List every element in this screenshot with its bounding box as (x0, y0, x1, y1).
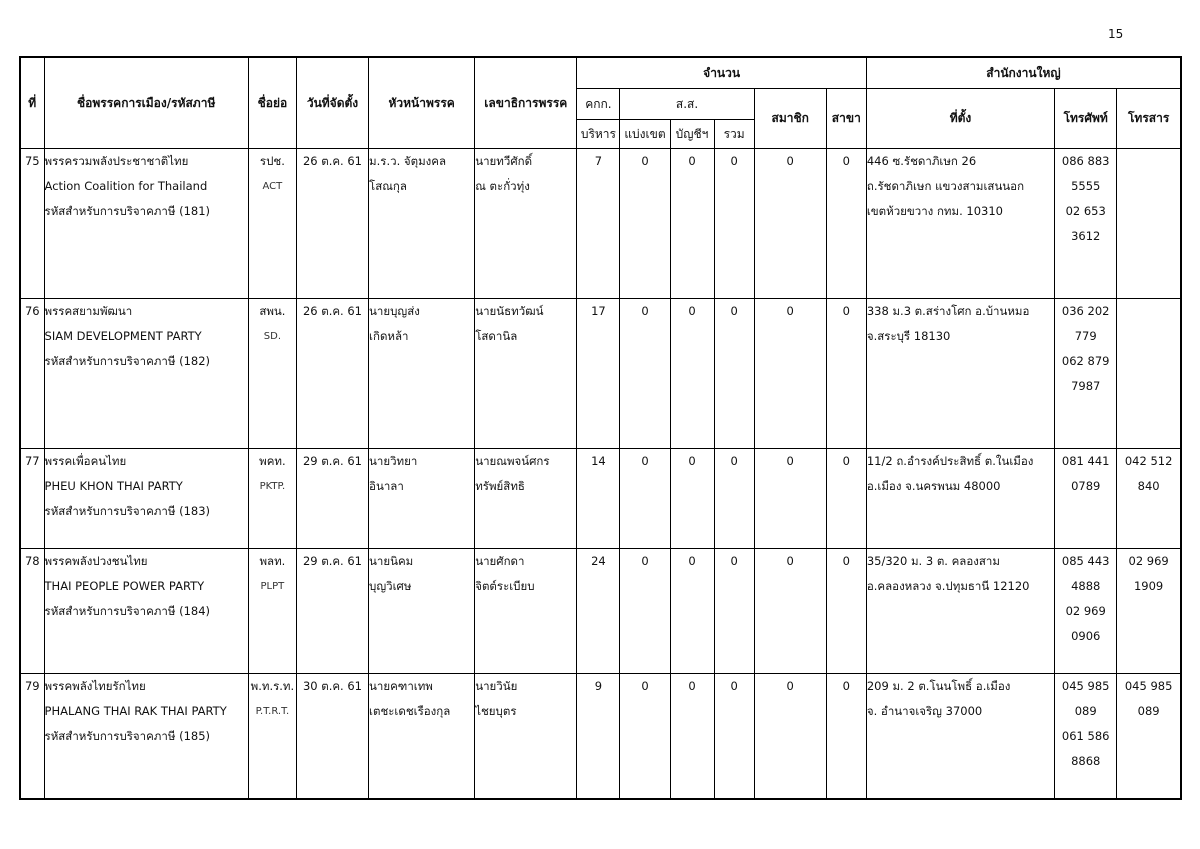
mp-total-count: 0 (730, 304, 738, 318)
leader-name-line: เตชะเดชเรืองกุล (369, 704, 451, 718)
fax-cell (1117, 674, 1181, 799)
header-fax: โทรสาร (1117, 89, 1181, 149)
party-name-en: PHEU KHON THAI PARTY (44, 479, 183, 493)
party-name-th: พรรคสยามพัฒนา (44, 304, 133, 318)
exec-cell (577, 674, 620, 799)
secretary-cell (475, 149, 577, 299)
row-number: 79 (24, 679, 40, 693)
phone-cell (1055, 549, 1117, 674)
leader-name-line: นายนิคม (369, 554, 414, 568)
phone-line: 5555 (1071, 179, 1101, 193)
address-cell (866, 449, 1054, 549)
fax-line: 02 969 (1128, 554, 1169, 568)
mp-total-count: 0 (730, 454, 738, 468)
header-founded: วันที่จัดตั้ง (296, 57, 368, 149)
page-number: 15 (1108, 27, 1124, 41)
row-number: 77 (24, 454, 40, 468)
row-number: 78 (24, 554, 40, 568)
abbr-en: SD. (263, 331, 282, 342)
exec-count: 9 (594, 679, 603, 693)
phone-line: 3612 (1071, 229, 1101, 243)
secretary-name-line: ทรัพย์สิทธิ (475, 479, 525, 493)
party-tax-code: รหัสสำหรับการบริจาคภาษี (185) (44, 729, 211, 743)
address-line: เขตห้วยขวาง กทม. 10310 (866, 204, 1003, 218)
mp-district-count: 0 (641, 304, 649, 318)
leader-name-line: ม.ร.ว. จัตุมงคล (369, 154, 447, 168)
mp-total-cell (714, 674, 754, 799)
leader-name-line: นายบุญส่ง (369, 304, 420, 318)
founded-cell (296, 674, 368, 799)
secretary-name-line: โสดานิล (475, 329, 518, 343)
phone-line: 7987 (1071, 379, 1101, 393)
leader-cell (369, 299, 475, 449)
founded-cell (296, 149, 368, 299)
abbr-cell (248, 549, 296, 674)
phone-line: 086 883 (1061, 154, 1110, 168)
header-phone: โทรศัพท์ (1055, 89, 1117, 149)
branches-count: 0 (842, 154, 850, 168)
branches-cell (826, 449, 866, 549)
header-address: ที่ตั้ง (866, 89, 1054, 149)
header-abbr: ชื่อย่อ (248, 57, 296, 149)
abbr-th: พลท. (259, 554, 286, 568)
party-name-cell (44, 449, 248, 549)
secretary-cell (475, 299, 577, 449)
leader-name-line: นายคฑาเทพ (369, 679, 433, 693)
header-secretary: เลขาธิการพรรค (475, 57, 577, 149)
founded-date: 29 ต.ค. 61 (302, 454, 363, 468)
branches-count: 0 (842, 454, 850, 468)
founded-date: 29 ต.ค. 61 (302, 554, 363, 568)
address-line: 338 ม.3 ต.สร่างโศก อ.บ้านหมอ (866, 304, 1030, 318)
mp-total-cell (714, 299, 754, 449)
members-count: 0 (786, 554, 794, 568)
party-name-cell (44, 149, 248, 299)
row-number-cell (20, 449, 44, 549)
row-number-cell (20, 299, 44, 449)
members-cell (754, 449, 826, 549)
address-cell (866, 299, 1054, 449)
address-line: อ.เมือง จ.นครพนม 48000 (866, 479, 1001, 493)
fax-cell (1117, 299, 1181, 449)
party-name-th: พรรคพลังไทยรักไทย (44, 679, 146, 693)
table-row (20, 549, 1181, 674)
phone-line: 089 (1074, 704, 1097, 718)
branches-cell (826, 549, 866, 674)
abbr-cell (248, 299, 296, 449)
mp-list-count: 0 (688, 304, 696, 318)
founded-cell (296, 549, 368, 674)
members-cell (754, 674, 826, 799)
address-line: จ. อำนาจเจริญ 37000 (866, 704, 983, 718)
party-name-en: THAI PEOPLE POWER PARTY (44, 579, 205, 593)
branches-count: 0 (842, 679, 850, 693)
mp-list-cell (670, 149, 714, 299)
abbr-cell (248, 449, 296, 549)
abbr-th: รปช. (259, 154, 285, 168)
header-no: ที่ (20, 57, 44, 149)
row-number-cell (20, 149, 44, 299)
exec-cell (577, 449, 620, 549)
fax-line: 045 985 (1124, 679, 1173, 693)
mp-total-count: 0 (730, 554, 738, 568)
members-count: 0 (786, 454, 794, 468)
exec-count: 24 (591, 554, 606, 568)
mp-district-count: 0 (641, 154, 649, 168)
header-count-group: จำนวน (577, 57, 866, 89)
header-mp-list: บัญชีฯ (670, 120, 714, 149)
leader-cell (369, 549, 475, 674)
leader-cell (369, 149, 475, 299)
mp-list-count: 0 (688, 554, 696, 568)
secretary-name-line: นายศักดา (475, 554, 525, 568)
header-mp-total: รวม (714, 120, 754, 149)
exec-count: 7 (594, 154, 603, 168)
party-tax-code: รหัสสำหรับการบริจาคภาษี (182) (44, 354, 211, 368)
members-count: 0 (786, 304, 794, 318)
phone-line: 061 586 (1061, 729, 1110, 743)
abbr-th: สพน. (259, 304, 286, 318)
row-number-cell (20, 674, 44, 799)
address-cell (866, 549, 1054, 674)
fax-line: 1909 (1133, 579, 1164, 593)
mp-total-cell (714, 549, 754, 674)
header-leader: หัวหน้าพรรค (369, 57, 475, 149)
party-name-en: Action Coalition for Thailand (44, 179, 208, 193)
address-cell (866, 674, 1054, 799)
branches-cell (826, 674, 866, 799)
header-exec-bottom: บริหาร (577, 120, 620, 149)
abbr-en: P.T.R.T. (255, 706, 290, 717)
party-name-en: PHALANG THAI RAK THAI PARTY (44, 704, 227, 718)
address-cell (866, 149, 1054, 299)
leader-name-line: บุญวิเศษ (369, 579, 412, 593)
fax-cell (1117, 449, 1181, 549)
table-row (20, 449, 1181, 549)
table-row (20, 674, 1181, 799)
table-row (20, 299, 1181, 449)
header-branches: สาขา (826, 89, 866, 149)
mp-list-cell (670, 299, 714, 449)
founded-cell (296, 299, 368, 449)
branches-cell (826, 299, 866, 449)
row-number-cell (20, 549, 44, 674)
party-tax-code: รหัสสำหรับการบริจาคภาษี (183) (44, 504, 211, 518)
mp-list-count: 0 (688, 454, 696, 468)
members-cell (754, 149, 826, 299)
exec-count: 17 (591, 304, 606, 318)
mp-district-count: 0 (641, 454, 649, 468)
mp-list-count: 0 (688, 679, 696, 693)
mp-district-cell (620, 674, 670, 799)
party-name-en: SIAM DEVELOPMENT PARTY (44, 329, 202, 343)
mp-district-cell (620, 299, 670, 449)
party-name-cell (44, 549, 248, 674)
party-name-cell (44, 674, 248, 799)
phone-line: 8868 (1071, 754, 1101, 768)
founded-cell (296, 449, 368, 549)
address-line: อ.คลองหลวง จ.ปทุมธานี 12120 (866, 579, 1030, 593)
phone-line: 0906 (1071, 629, 1101, 643)
mp-total-count: 0 (730, 679, 738, 693)
abbr-en: PKTP. (259, 481, 286, 492)
table-row (20, 149, 1181, 299)
phone-line: 062 879 (1061, 354, 1110, 368)
mp-total-count: 0 (730, 154, 738, 168)
phone-line: 02 653 (1065, 204, 1106, 218)
party-tax-code: รหัสสำหรับการบริจาคภาษี (181) (44, 204, 211, 218)
abbr-en: ACT (262, 181, 283, 192)
mp-list-cell (670, 674, 714, 799)
fax-cell (1117, 149, 1181, 299)
branches-count: 0 (842, 304, 850, 318)
address-line: จ.สระบุรี 18130 (866, 329, 951, 343)
mp-total-cell (714, 449, 754, 549)
leader-name-line: อินาลา (369, 479, 404, 493)
phone-line: 0789 (1071, 479, 1101, 493)
members-cell (754, 549, 826, 674)
phone-line: 4888 (1071, 579, 1101, 593)
secretary-cell (475, 449, 577, 549)
leader-name-line: โสณกุล (369, 179, 407, 193)
party-table (19, 56, 1182, 800)
phone-line: 045 985 (1061, 679, 1110, 693)
header-name: ชื่อพรรคการเมือง/รหัสภาษี (44, 57, 248, 149)
members-count: 0 (786, 154, 794, 168)
exec-count: 14 (591, 454, 606, 468)
party-name-th: พรรครวมพลังประชาชาติไทย (44, 154, 189, 168)
address-line: 209 ม. 2 ต.โนนโพธิ์ อ.เมือง (866, 679, 1011, 693)
members-count: 0 (786, 679, 794, 693)
header-mp-group: ส.ส. (620, 89, 754, 120)
fax-line: 042 512 (1124, 454, 1173, 468)
phone-line: 779 (1074, 329, 1097, 343)
fax-line: 840 (1137, 479, 1160, 493)
mp-district-count: 0 (641, 679, 649, 693)
party-name-th: พรรคเพื่อคนไทย (44, 454, 127, 468)
secretary-name-line: ณ ตะกั่วทุ่ง (475, 179, 530, 193)
phone-cell (1055, 449, 1117, 549)
mp-total-cell (714, 149, 754, 299)
secretary-name-line: นายทวีศักดิ์ (475, 154, 533, 168)
secretary-cell (475, 549, 577, 674)
mp-district-cell (620, 449, 670, 549)
address-line: 446 ซ.รัชดาภิเษก 26 (866, 154, 977, 168)
abbr-en: PLPT (260, 581, 285, 592)
phone-cell (1055, 149, 1117, 299)
secretary-name-line: นายนัธทวัฒน์ (475, 304, 544, 318)
members-cell (754, 299, 826, 449)
phone-line: 02 969 (1065, 604, 1106, 618)
row-number: 76 (24, 304, 40, 318)
leader-name-line: นายวิทยา (369, 454, 418, 468)
address-line: 35/320 ม. 3 ต. คลองสาม (866, 554, 1000, 568)
header-mp-district: แบ่งเขต (620, 120, 670, 149)
founded-date: 26 ต.ค. 61 (302, 304, 363, 318)
address-line: 11/2 ถ.อำรงค์ประสิทธิ์ ต.ในเมือง (866, 454, 1034, 468)
phone-cell (1055, 674, 1117, 799)
mp-list-cell (670, 449, 714, 549)
abbr-th: พคท. (259, 454, 286, 468)
branches-cell (826, 149, 866, 299)
abbr-cell (248, 674, 296, 799)
party-name-cell (44, 299, 248, 449)
founded-date: 30 ต.ค. 61 (302, 679, 363, 693)
secretary-name-line: จิตต์ระเบียบ (475, 579, 535, 593)
mp-list-cell (670, 549, 714, 674)
phone-line: 036 202 (1061, 304, 1110, 318)
row-number: 75 (24, 154, 40, 168)
secretary-name-line: ไชยบุตร (475, 704, 517, 718)
secretary-cell (475, 674, 577, 799)
address-line: ถ.รัชดาภิเษก แขวงสามเสนนอก (866, 179, 1025, 193)
abbr-cell (248, 149, 296, 299)
phone-line: 081 441 (1061, 454, 1110, 468)
header-members: สมาชิก (754, 89, 826, 149)
fax-line: 089 (1137, 704, 1160, 718)
leader-cell (369, 674, 475, 799)
header-exec-top: คกก. (577, 89, 620, 120)
exec-cell (577, 149, 620, 299)
phone-line: 085 443 (1061, 554, 1110, 568)
party-tax-code: รหัสสำหรับการบริจาคภาษี (184) (44, 604, 211, 618)
branches-count: 0 (842, 554, 850, 568)
leader-cell (369, 449, 475, 549)
phone-cell (1055, 299, 1117, 449)
founded-date: 26 ต.ค. 61 (302, 154, 363, 168)
mp-district-cell (620, 549, 670, 674)
header-row-1 (20, 57, 1181, 89)
exec-cell (577, 549, 620, 674)
secretary-name-line: นายณพจน์ศกร (475, 454, 550, 468)
mp-district-count: 0 (641, 554, 649, 568)
mp-district-cell (620, 149, 670, 299)
header-office-group: สำนักงานใหญ่ (866, 57, 1181, 89)
party-name-th: พรรคพลังปวงชนไทย (44, 554, 148, 568)
leader-name-line: เกิดหล้า (369, 329, 409, 343)
exec-cell (577, 299, 620, 449)
abbr-th: พ.ท.ร.ท. (250, 679, 295, 693)
secretary-name-line: นายวินัย (475, 679, 518, 693)
mp-list-count: 0 (688, 154, 696, 168)
fax-cell (1117, 549, 1181, 674)
